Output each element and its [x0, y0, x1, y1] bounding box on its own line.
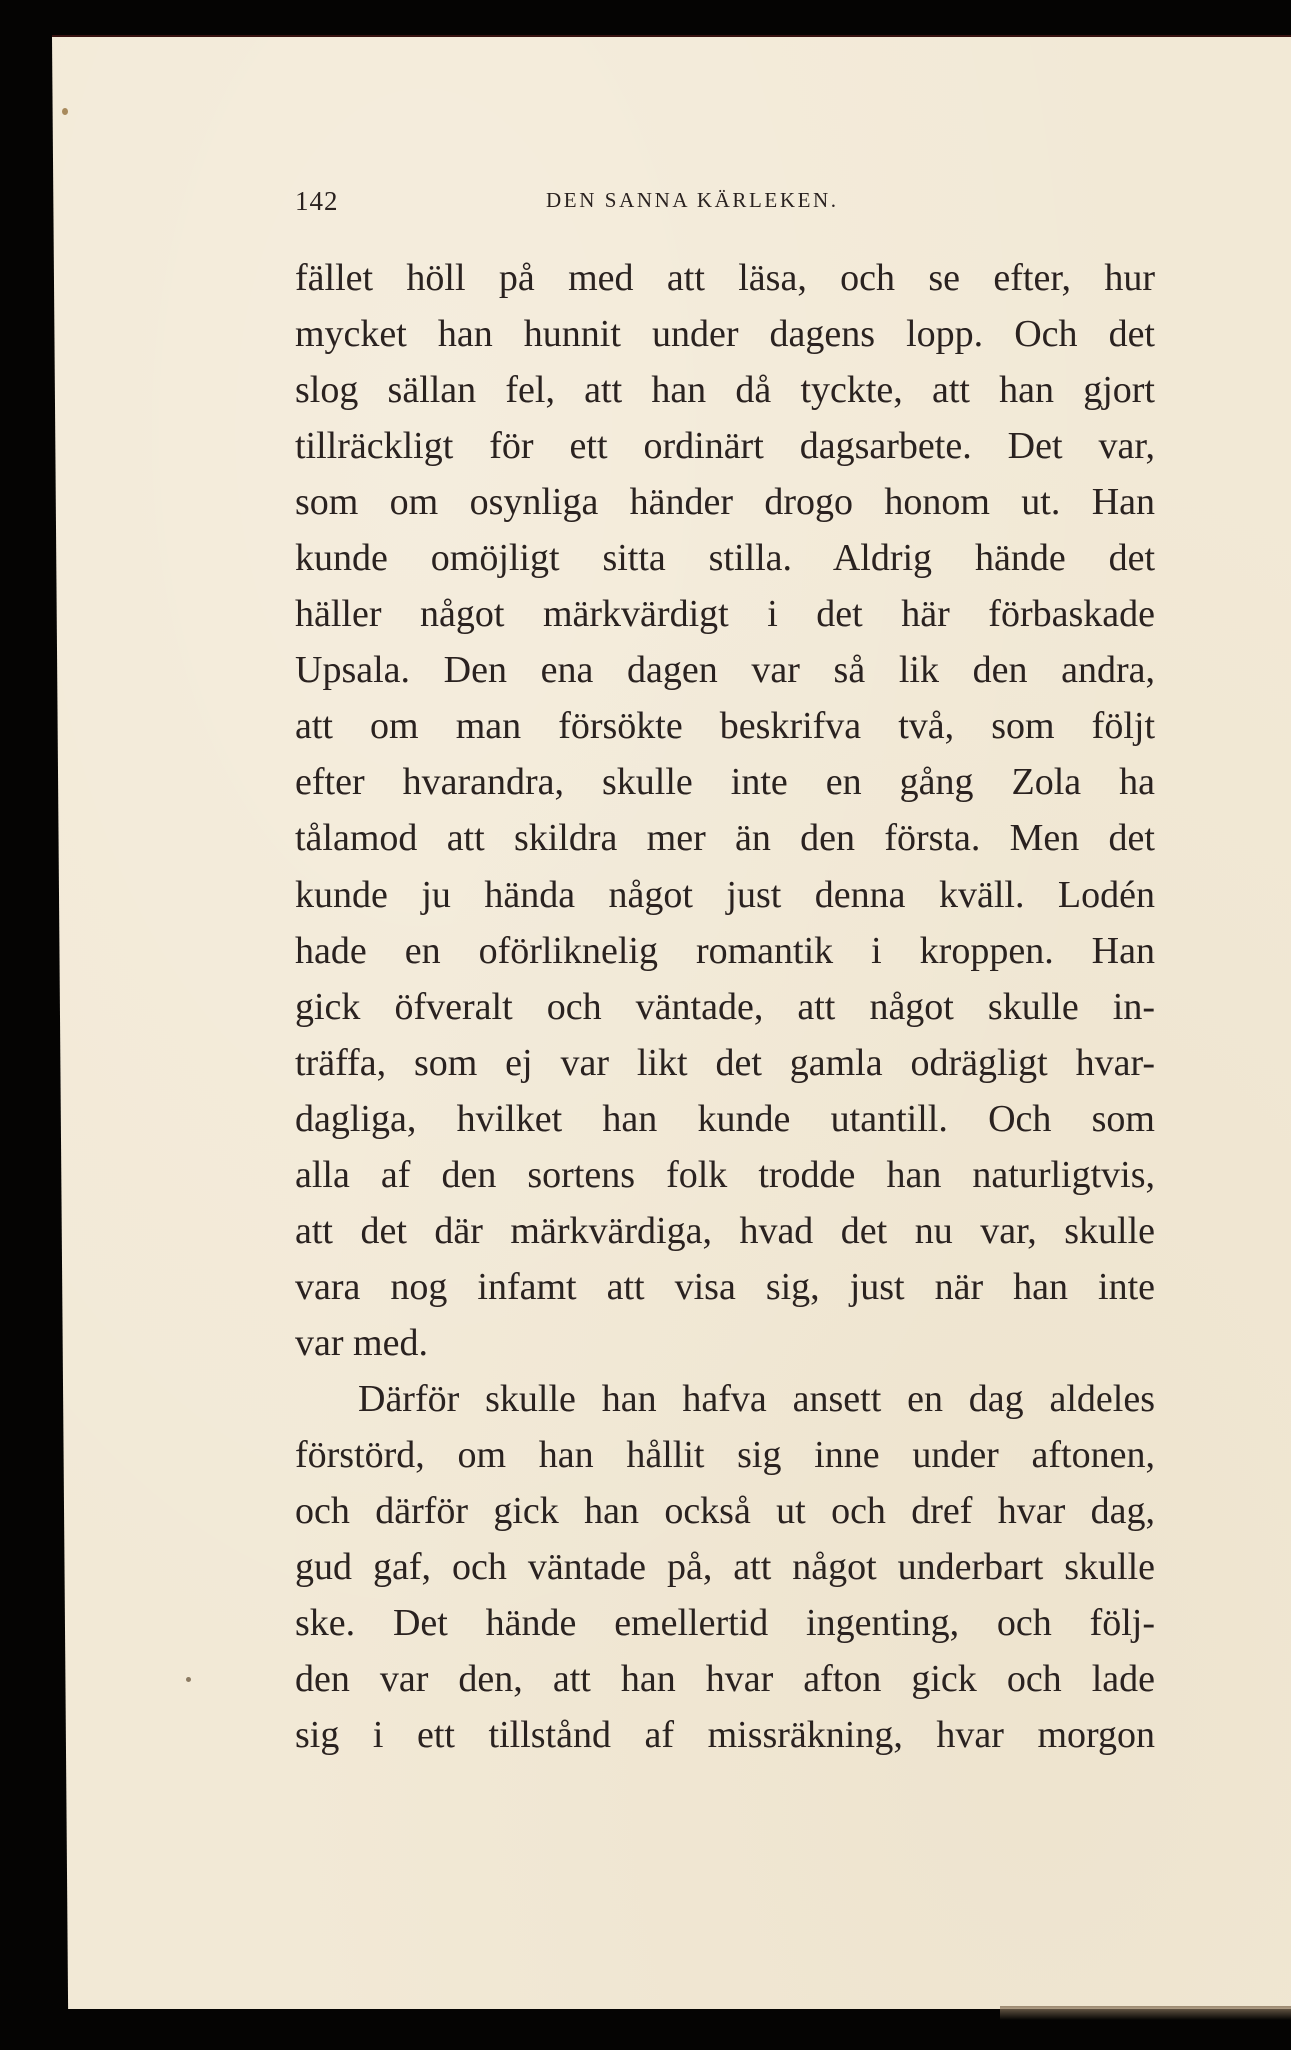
text-line: var med. — [295, 1321, 428, 1364]
text-line: sig i ett tillstånd af missräkning, hvar morgon — [295, 1714, 1155, 1757]
paragraph — [295, 1371, 1155, 1763]
running-title: DEN SANNA KÄRLEKEN. — [546, 188, 839, 212]
page-number: 142 — [295, 186, 339, 216]
text-line: gick öfveralt och väntade, att något skulle in- — [295, 985, 1155, 1028]
text-line: den var den, att han hvar afton gick och lade — [295, 1658, 1155, 1701]
page-top-edge — [52, 35, 1291, 37]
text-line: hade en oförliknelig romantik i kroppen. Han — [295, 929, 1155, 972]
text-line: dagliga, hvilket han kunde utantill. Och som — [295, 1097, 1155, 1140]
text-line: Därför skulle han hafva ansett en dag aldeles — [358, 1377, 1155, 1420]
text-line: vara nog infamt att visa sig, just när han inte — [295, 1265, 1155, 1308]
page-bottom-shadow — [1000, 2006, 1291, 2020]
paper-speck — [186, 1677, 191, 1682]
text-line: att om man försökte beskrifva två, som följt — [295, 705, 1155, 748]
text-line: gud gaf, och väntade på, att något underbart skulle — [295, 1546, 1155, 1589]
running-head — [295, 186, 1155, 216]
text-line: träffa, som ej var likt det gamla odrägligt hvar- — [295, 1041, 1155, 1084]
paper-speck — [62, 108, 68, 115]
text-line: alla af den sortens folk trodde han naturligtvis, — [295, 1153, 1155, 1196]
text-line: kunde ju hända något just denna kväll. Lodén — [295, 873, 1155, 916]
text-line: Upsala. Den ena dagen var så lik den andra, — [295, 649, 1155, 692]
text-line: tålamod att skildra mer än den första. Men det — [295, 817, 1155, 860]
text-line: förstörd, om han hållit sig inne under aftonen, — [295, 1433, 1155, 1476]
text-line: och därför gick han också ut och dref hvar dag, — [295, 1490, 1155, 1533]
text-line: tillräckligt för ett ordinärt dagsarbete. Det var, — [295, 425, 1155, 468]
text-line: efter hvarandra, skulle inte en gång Zola ha — [295, 761, 1155, 804]
text-line: slog sällan fel, att han då tyckte, att han gjort — [295, 369, 1155, 412]
text-line: häller något märkvärdigt i det här förbaskade — [295, 593, 1155, 636]
text-line: mycket han hunnit under dagens lopp. Och det — [295, 313, 1155, 356]
body-text — [295, 250, 1155, 1763]
text-line: ske. Det hände emellertid ingenting, och följ- — [295, 1602, 1155, 1645]
text-line: fället höll på med att läsa, och se efter, hur — [295, 257, 1155, 299]
paragraph — [295, 250, 1155, 1371]
text-line: att det där märkvärdiga, hvad det nu var, skulle — [295, 1209, 1155, 1252]
text-line: som om osynliga händer drogo honom ut. Han — [295, 481, 1155, 524]
text-line: kunde omöjligt sitta stilla. Aldrig hände det — [295, 537, 1155, 580]
